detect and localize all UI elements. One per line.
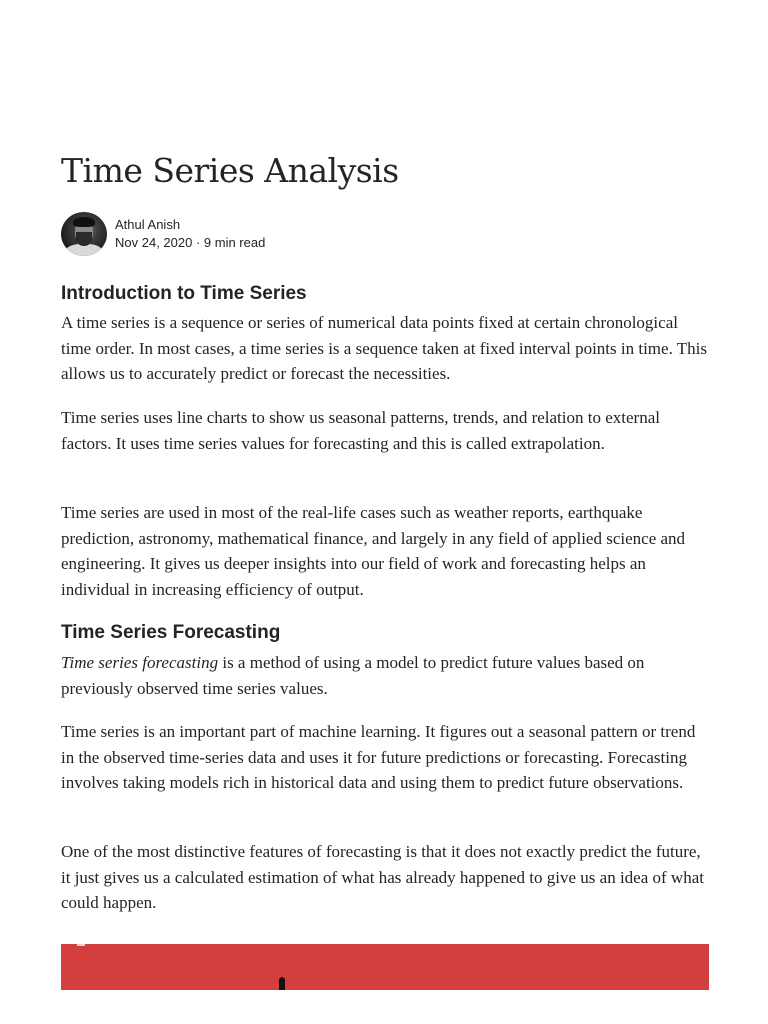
avatar-beard-shape: [76, 232, 92, 246]
section-heading: Time Series Forecasting: [61, 622, 281, 643]
read-time: 9 min read: [203, 235, 266, 250]
paragraph: Time series are used in most of the real-life cases such as weather reports, earthquake prediction, astronomy, mathematical finance, and largely in any field of applied science and engineering. It gives us deeper insights into our field of work and forecasting helps an individual in increasing efficiency of output.: [61, 503, 686, 599]
paragraph-text: is a method of using a model to predict future values based on previously observed time series values.: [61, 653, 645, 698]
section-heading: Introduction to Time Series: [61, 283, 307, 304]
figure-detail-mark: [77, 944, 85, 946]
author-name[interactable]: Athul Anish: [115, 217, 181, 232]
paragraph: One of the most distinctive features of forecasting is that it does not exactly predict the future, it just gives us a calculated estimation of what has already happened to give us an idea of what could happen.: [61, 842, 704, 912]
figure-detail-mark: [279, 977, 285, 990]
paragraph: [61, 650, 709, 701]
avatar-hair-shape: [73, 217, 95, 227]
meta-separator: ·: [192, 235, 204, 250]
italic-term: Time series forecasting: [61, 653, 219, 672]
paragraph: Time series uses line charts to show us seasonal patterns, trends, and relation to external factors. It uses time series values for forecasting and this is called extrapolation.: [61, 408, 660, 453]
article-figure: [61, 944, 709, 990]
paragraph: Time series is an important part of machine learning. It figures out a seasonal pattern or trend in the observed time-series data and uses it for future predictions or forecasting. Forecasting involves taking models rich in historical data and using them to predict future observations.: [61, 722, 696, 792]
author-avatar[interactable]: [61, 212, 107, 256]
post-meta: [115, 235, 265, 251]
publish-date: Nov 24, 2020: [115, 235, 193, 250]
byline: [61, 212, 461, 256]
paragraph: A time series is a sequence or series of numerical data points fixed at certain chronological time order. In most cases, a time series is a sequence taken at fixed interval points in time. This allows us to accurately predict or forecast the necessities.: [61, 313, 707, 383]
article-title: Time Series Analysis: [61, 151, 399, 190]
